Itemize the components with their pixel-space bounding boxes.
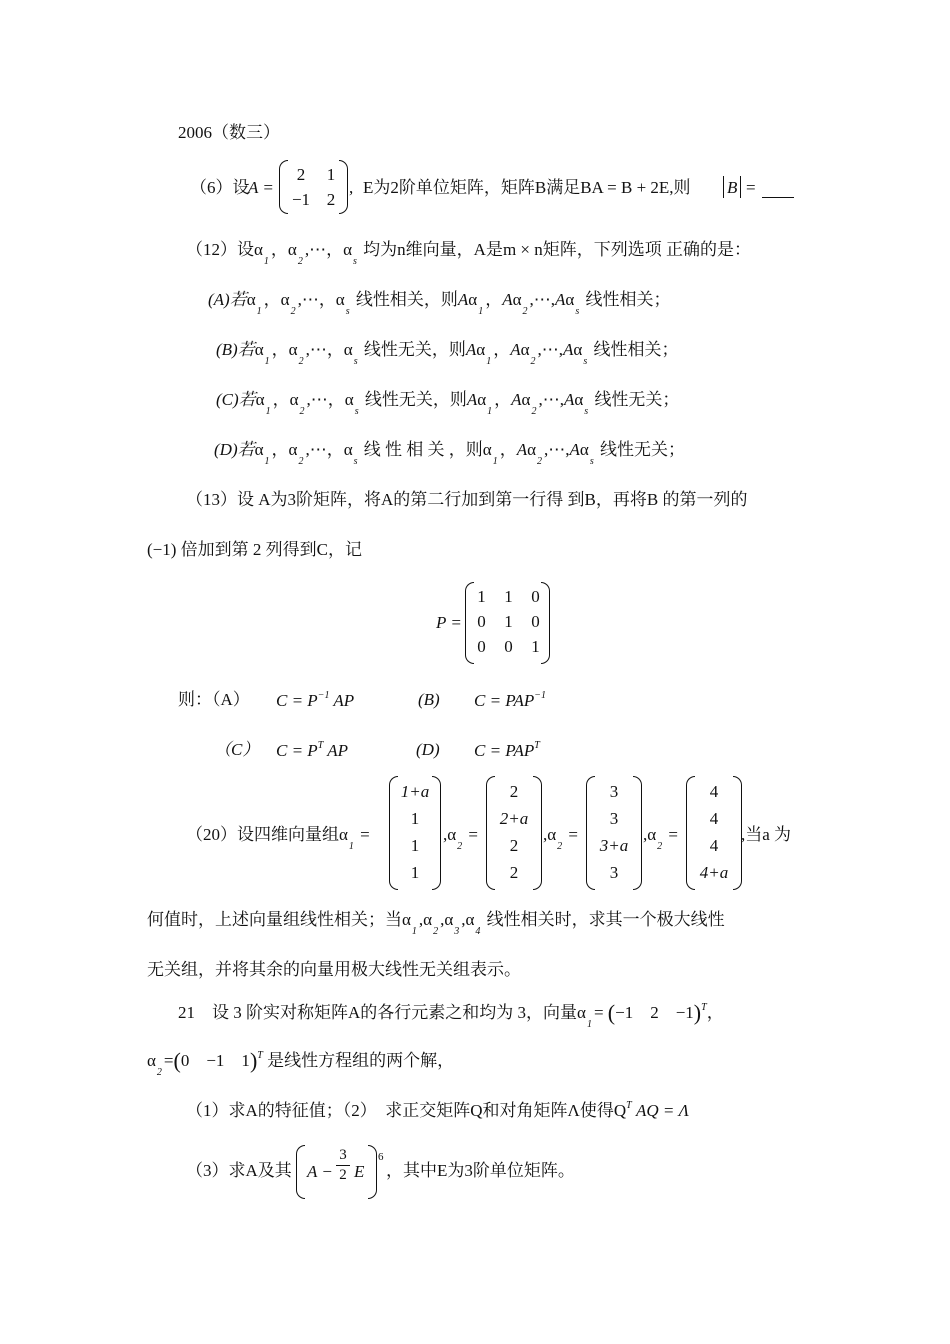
v1-3: 1 [410, 836, 420, 855]
v2-4: 2 [509, 863, 519, 882]
q12-pre: （12）设α [186, 240, 263, 259]
q12-c-label: (C)若 [216, 390, 256, 409]
q13-a-expr: C = P [276, 691, 318, 710]
q6-blank [762, 197, 794, 198]
p-right-paren [541, 582, 550, 664]
p-11: 1 [477, 587, 486, 606]
v3-4: 3 [609, 863, 619, 882]
q13-d-expr: C = PAP [474, 741, 535, 760]
q21-line2: $\alpha_2=(0$ −1 1)$^T$ 是线性方程组的两个解， [147, 1048, 455, 1078]
q6-det-right [740, 176, 741, 198]
p-label: P = [436, 613, 462, 632]
v1-1: 1+a [400, 782, 430, 801]
q12-option-c: (C)若$\alpha_1$，$\alpha_2,\cdots$，$\alpha_s$ 线性无关，则$A\alpha_1$，$A\alpha_2,\cdots,A\alpha_s$ 线性无关； [216, 390, 680, 417]
q21-frac-den: 2 [339, 1167, 347, 1183]
q13-choice-a [276, 691, 354, 709]
q21-line2-end: 是线性方程组的两个解， [267, 1051, 455, 1070]
q21-part1-end: AQ = Λ [635, 1101, 689, 1120]
p-matrix [468, 584, 550, 660]
q6-right-paren [339, 160, 348, 214]
q6-det: B [727, 178, 738, 197]
q20-alpha2: $,\alpha_2$ = [443, 825, 479, 852]
q12-b-mid: 线性无关，则 [363, 340, 466, 359]
v2-3: 2 [509, 836, 519, 855]
p-33: 1 [531, 637, 540, 656]
q21-part3-pre: （3）求A及其 [186, 1161, 292, 1180]
q20-line2: 何值时，上述向量组线性相关；当$\alpha_1,\alpha_2,\alpha_3,\alpha_4$ 线性相关时，求其一个极大线性 [147, 910, 725, 937]
v4-4: 4+a [699, 863, 729, 882]
q13-line2: (−1) 倍加到第 2 列得到C，记 [147, 540, 362, 559]
year-title: 2006（数三） [178, 123, 280, 142]
q13-d-sup: T [534, 740, 540, 751]
v4-1: 4 [709, 782, 719, 801]
q12-a-end: 线性相关； [585, 290, 671, 309]
q20-tail: ,当a 为 [741, 825, 792, 844]
q6-text: E为2阶单位矩阵，矩阵B满足BA = B + 2E,则 [363, 178, 691, 197]
q21-part3-rparen [368, 1145, 377, 1199]
q6-matrix [286, 162, 346, 212]
q6-comma: , [349, 178, 354, 197]
p-21: 0 [477, 612, 486, 631]
v4-vector [689, 778, 739, 886]
q12-b-label: (B)若 [216, 340, 255, 359]
q13-choice-d [474, 741, 540, 759]
q13-b-sup: −1 [534, 690, 547, 701]
p-13: 0 [531, 587, 540, 606]
q12-option-a: (A)若$\alpha_1$，$\alpha_2,\cdots$，$\alpha_s$ 线性相关，则$A\alpha_1$，$A\alpha_2,\cdots,A\alpha_s$ 线性相关； [208, 290, 671, 317]
q13-choice-c-label: （C） [214, 740, 260, 759]
q13-choice-b-label: (B) [418, 690, 440, 709]
q6-m11: 2 [296, 165, 306, 184]
p-12: 1 [504, 587, 513, 606]
q13-a-end: AP [333, 691, 355, 710]
v3-3: 3+a [599, 836, 629, 855]
q21-part3-fraction [336, 1148, 350, 1183]
v4-3: 4 [709, 836, 719, 855]
v2-1: 2 [509, 782, 519, 801]
q21-frac-bar [336, 1165, 350, 1166]
v4-2: 4 [709, 809, 719, 828]
q12-d-label: (D)若 [214, 440, 255, 459]
q12-d-end: 线性无关； [599, 440, 685, 459]
q13-c-end: AP [327, 741, 348, 760]
q20-label: （20）设四维向量组$\alpha_1$ = [186, 825, 370, 852]
q13-line1: （13）设 A为3阶矩阵，将A的第二行加到第一行得 到B，再将B 的第一列的 [186, 490, 748, 509]
q21-line1: 21 设 3 阶实对称矩阵A的各行元素之和均为 3，向量$\alpha_1= (-1$ 2 −1)$^T$， [178, 1000, 724, 1030]
v2-vector [489, 778, 539, 886]
q6-eq: = [746, 178, 756, 197]
q6-m22: 2 [326, 190, 336, 209]
q21-frac-num: 3 [339, 1147, 347, 1163]
q20-alpha4: $,\alpha_2$ = [643, 825, 679, 852]
q13-b-expr: C = PAP [474, 691, 535, 710]
p-22: 1 [504, 612, 513, 631]
q13-c-sup: T [317, 740, 324, 751]
q12-option-b: (B)若$\alpha_1$，$\alpha_2,\cdots$，$\alpha_s$ 线性无关，则$A\alpha_1$，$A\alpha_2,\cdots,A\alpha_s$ 线性相关； [216, 340, 679, 367]
q12-a-label: (A)若 [208, 290, 247, 309]
q20-line3: 无关组，并将其余的向量用极大线性无关组表示。 [147, 960, 521, 979]
q12-c-end: 线性无关； [594, 390, 680, 409]
v2-2: 2+a [499, 809, 529, 828]
p-32: 0 [504, 637, 513, 656]
v1-2: 1 [410, 809, 420, 828]
q21-vec1: −1 2 −1 [615, 1003, 694, 1022]
q21-vec2: 0 −1 1 [180, 1051, 250, 1070]
q21-part3-end: ，其中E为3阶单位矩阵。 [386, 1161, 575, 1180]
q13-choice-c [276, 741, 348, 759]
q12-c-mid: 线性无关，则 [364, 390, 467, 409]
v1-4: 1 [410, 863, 420, 882]
q13-choice-b [474, 691, 546, 709]
v3-1: 3 [609, 782, 619, 801]
q12-b-end: 线性相关； [593, 340, 679, 359]
v2-right-paren [533, 776, 542, 890]
q21-part3-exp: 6 [378, 1151, 384, 1163]
q6-m12: 1 [326, 165, 336, 184]
v3-2: 3 [609, 809, 619, 828]
q12-a-mid: 线性相关，则 [355, 290, 458, 309]
q20-alpha3: $,\alpha_2$ = [543, 825, 579, 852]
v3-vector [589, 778, 639, 886]
q13-c-expr: C = P [276, 741, 318, 760]
q20-line2-text: 何值时，上述向量组线性相关；当α [147, 910, 411, 929]
p-23: 0 [531, 612, 540, 631]
q21-part1-text: （1）求A的特征值；（2） 求正交矩阵Q和对角矩阵Λ使得Q [186, 1101, 627, 1120]
q6-label: （6）设 [190, 178, 250, 197]
q12-option-d: (D)若$\alpha_1$，$\alpha_2,\cdots$，$\alpha_s$ 线 性 相 关 ，则$\alpha_1$，$A\alpha_2,\cdots,A\alpha_s$ 线性无关； [214, 440, 685, 467]
q21-part3-lparen [296, 1145, 305, 1199]
q20-line2-end: 线性相关时，求其一个极大线性 [486, 910, 725, 929]
q13-a-sup: −1 [317, 690, 330, 701]
v1-right-paren [432, 776, 441, 890]
q6-lhs: A = [248, 178, 274, 197]
q21-part3-e: E [354, 1162, 365, 1181]
q6-det-left [723, 176, 724, 198]
q21-line1-text: 21 设 3 阶实对称矩阵A的各行元素之和均为 3，向量α [178, 1003, 586, 1022]
v3-right-paren [633, 776, 642, 890]
q12-mid: 均为n维向量，A是m × n矩阵，下列选项 正确的是： [363, 240, 752, 259]
q6-m21: −1 [291, 190, 311, 209]
q12-d-mid: 线 性 相 关 ，则 [363, 440, 483, 459]
q12-line1: （12）设$\alpha_1$，$\alpha_2,\cdots$，$\alpha_s$ 均为n维向量，A是m × n矩阵，下列选项 正确的是： [186, 240, 752, 267]
q13-choice-d-label: (D) [416, 740, 440, 759]
q13-then: 则：（A） [178, 690, 250, 709]
p-31: 0 [477, 637, 486, 656]
q20-label-text: （20）设四维向量组α [186, 825, 348, 844]
q21-part3-a: A − [307, 1162, 333, 1181]
q21-part1: （1）求A的特征值；（2） 求正交矩阵Q和对角矩阵Λ使得$Q^T$ AQ = Λ [186, 1100, 689, 1120]
